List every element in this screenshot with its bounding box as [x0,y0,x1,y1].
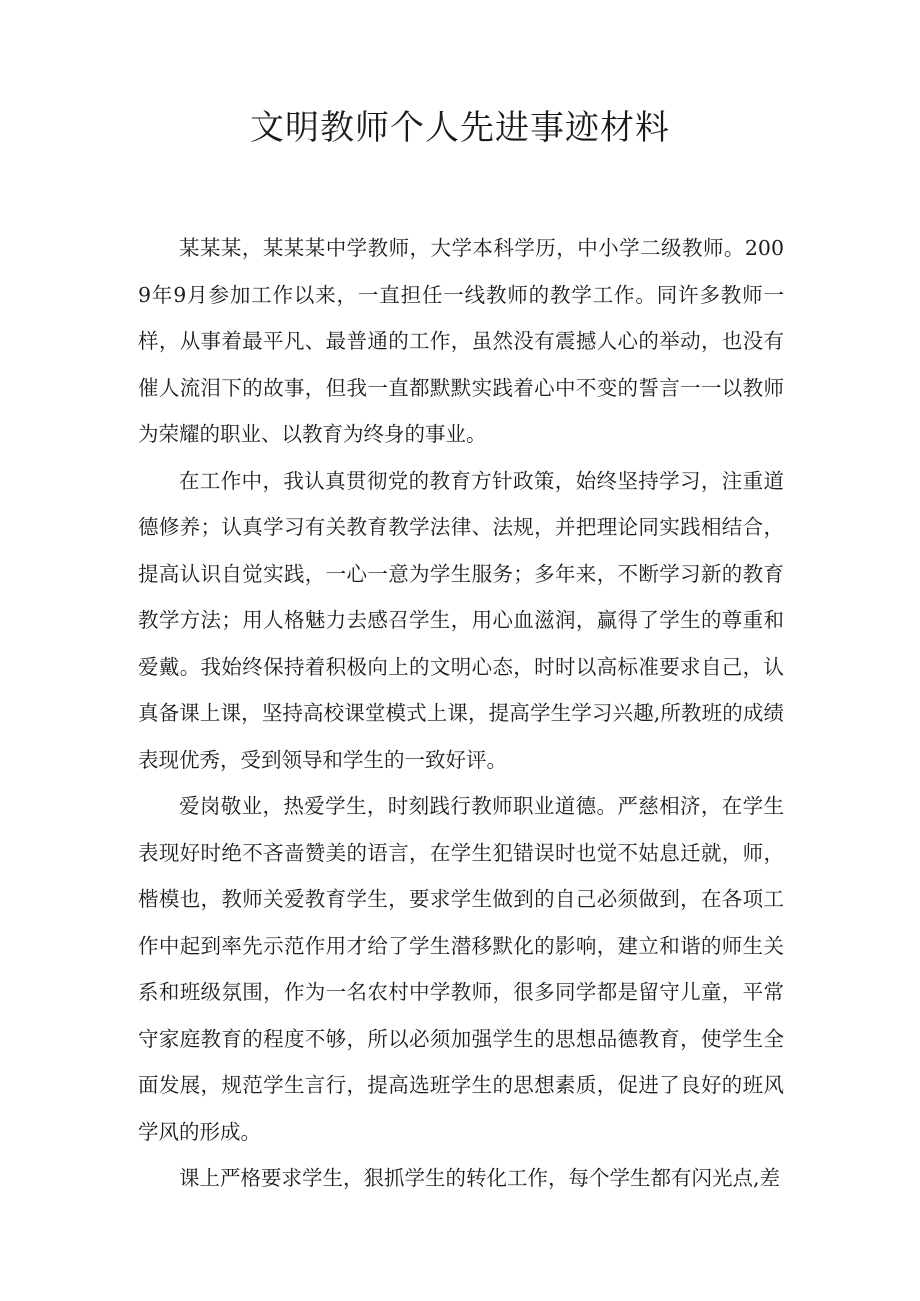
paragraph: 某某某，某某某中学教师，大学本科学历，中小学二级教师。2009年9月参加工作以来，一直担任一线教师的教学工作。同许多教师一样，从事着最平凡、最普通的工作，虽然没有震撼人心的举动，也没有催人流泪下的故事，但我一直都默默实践着心中不变的誓言一一以教师为荣耀的职业、以教育为终身的事业。 [138,236,784,446]
paragraph: 课上严格要求学生，狠抓学生的转化工作，每个学生都有闪光点,差 [179,1166,781,1190]
paragraph: 在工作中，我认真贯彻党的教育方针政策，始终坚持学习，注重道德修养；认真学习有关教育教学法律、法规，并把理论同实践相结合，提高认识自觉实践，一心一意为学生服务；多年来，不断学习新的教育教学方法；用人格魅力去感召学生，用心血滋润，赢得了学生的尊重和爱戴。我始终保持着积极向上的文明心态，时时以高标准要求自己，认真备课上课，坚持高校课堂模式上课，提高学生学习兴趣,所教班的成绩表现优秀，受到领导和学生的一致好评。 [138,468,784,772]
document-body [138,225,784,1202]
paragraph: 爱岗敬业，热爱学生，时刻践行教师职业道德。严慈相济，在学生表现好时绝不吝啬赞美的语言，在学生犯错误时也觉不姑息迁就，师，楷模也，教师关爱教育学生，要求学生做到的自己必须做到，在各项工作中起到率先示范作用才给了学生潜移默化的影响，建立和谐的师生关系和班级氛围，作为一名农村中学教师，很多同学都是留守儿童，平常守家庭教育的程度不够，所以必须加强学生的思想品德教育，使学生全面发展，规范学生言行，提高选班学生的思想素质，促进了良好的班风学风的形成。 [138,794,784,1144]
document-title: 文明教师个人先进事迹材料 [250,108,670,148]
